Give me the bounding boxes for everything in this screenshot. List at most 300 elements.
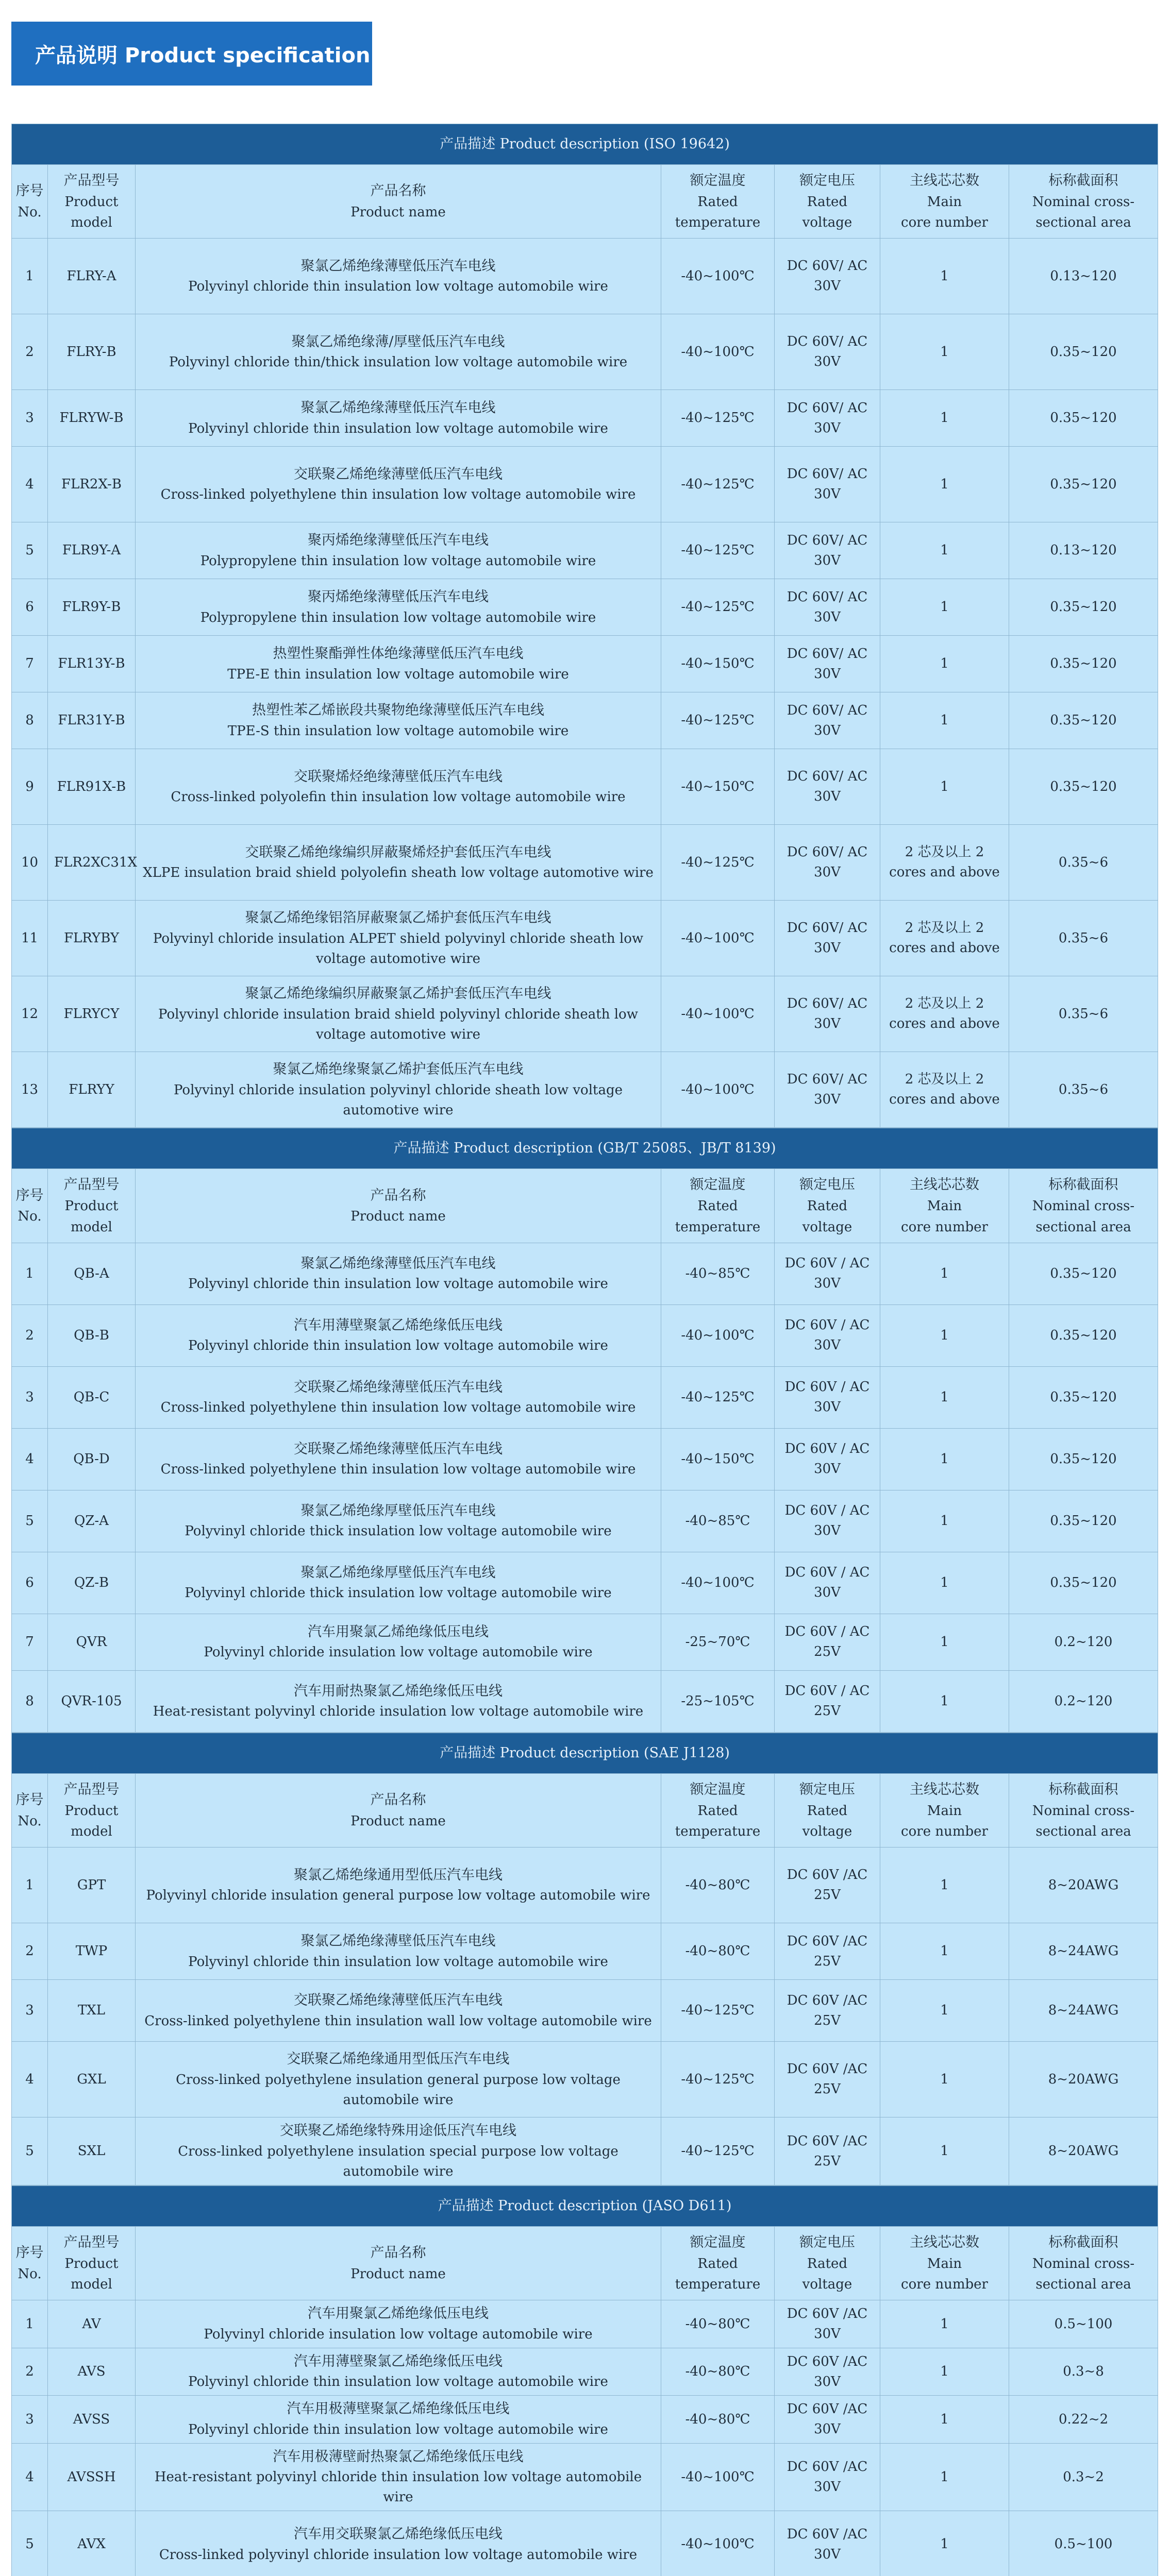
cell-model: QB-A [48, 1243, 136, 1304]
product-name-en: XLPE insulation braid shield polyolefin sheath low voltage automotive wire [143, 865, 654, 881]
cell-model: FLRYW-B [48, 390, 136, 447]
cell-product-name [136, 1304, 661, 1366]
cell-product-name [136, 1614, 661, 1670]
cell-temperature: -40~100℃ [661, 1304, 775, 1366]
cell-temperature: -40~85℃ [661, 1243, 775, 1304]
cell-product-name [136, 2443, 661, 2511]
product-name-en: Polyvinyl chloride thin/thick insulation low voltage automobile wire [169, 354, 628, 370]
cell-voltage: DC 60V/ AC 30V [775, 447, 880, 522]
cell-product-name [136, 2396, 661, 2444]
cell-model: QVR-105 [48, 1670, 136, 1732]
table-row [12, 1980, 1158, 2042]
cell-temperature: -40~125℃ [661, 390, 775, 447]
product-name-en: Cross-linked polyolefin thin insulation low voltage automobile wire [171, 789, 626, 805]
cell-no: 3 [12, 390, 48, 447]
cell-model: FLRY-B [48, 314, 136, 390]
cell-core-number: 1 [880, 749, 1009, 825]
product-name-zh: 热塑性苯乙烯嵌段共聚物绝缘薄壁低压汽车电线 [252, 702, 544, 719]
cell-voltage: DC 60V/ AC 30V [775, 692, 880, 749]
table-row [12, 1428, 1158, 1490]
cell-area: 0.35~6 [1009, 976, 1158, 1052]
product-name-zh: 热塑性聚酯弹性体绝缘薄壁低压汽车电线 [273, 646, 524, 662]
col-model: 产品型号 Product model [48, 165, 136, 239]
cell-area: 0.13~120 [1009, 522, 1158, 579]
product-name-zh: 交联聚乙烯绝缘通用型低压汽车电线 [287, 2051, 510, 2067]
table-row [12, 2396, 1158, 2444]
product-name-zh: 聚氯乙烯绝缘薄/厚壁低压汽车电线 [291, 333, 505, 350]
cell-model: AVX [48, 2511, 136, 2576]
section-title-row [12, 1128, 1158, 1169]
cell-temperature: -25~70℃ [661, 1614, 775, 1670]
cell-product-name [136, 749, 661, 825]
product-name-zh: 交联聚乙烯绝缘薄壁低压汽车电线 [294, 1379, 503, 1395]
cell-area: 0.3~8 [1009, 2348, 1158, 2396]
section-title-row [12, 1733, 1158, 1773]
cell-voltage: DC 60V / AC 30V [775, 1428, 880, 1490]
cell-product-name [136, 390, 661, 447]
product-name-en: Polyvinyl chloride insulation ALPET shield polyvinyl chloride sheath low voltage automotive wire [153, 930, 644, 967]
cell-voltage: DC 60V / AC 25V [775, 1670, 880, 1732]
cell-product-name [136, 1552, 661, 1614]
section-title: 产品描述 Product description (ISO 19642) [12, 124, 1158, 165]
cell-core-number: 1 [880, 636, 1009, 692]
table-row [12, 2042, 1158, 2117]
spec-table-4 [11, 2185, 1158, 2576]
cell-product-name [136, 2511, 661, 2576]
cell-core-number: 2 芯及以上 2 cores and above [880, 1052, 1009, 1128]
cell-model: GXL [48, 2042, 136, 2117]
cell-area: 0.2~120 [1009, 1670, 1158, 1732]
table-row [12, 2117, 1158, 2185]
cell-product-name [136, 2042, 661, 2117]
product-name-zh: 交联聚乙烯绝缘薄壁低压汽车电线 [294, 466, 503, 482]
cell-core-number: 2 芯及以上 2 cores and above [880, 825, 1009, 901]
cell-voltage: DC 60V/ AC 30V [775, 901, 880, 976]
product-name-en: Polyvinyl chloride thick insulation low voltage automobile wire [185, 1523, 612, 1539]
product-name-zh: 交联聚乙烯绝缘特殊用途低压汽车电线 [280, 2123, 516, 2139]
cell-model: QB-C [48, 1366, 136, 1428]
col-area: 标称截面积 Nominal cross- sectional area [1009, 2226, 1158, 2300]
cell-voltage: DC 60V /AC 25V [775, 1980, 880, 2042]
cell-area: 0.5~100 [1009, 2300, 1158, 2348]
table-row [12, 1366, 1158, 1428]
table-row [12, 2300, 1158, 2348]
product-name-en: Polyvinyl chloride insulation low voltage automobile wire [204, 1645, 593, 1660]
cell-product-name [136, 1490, 661, 1552]
cell-temperature: -40~85℃ [661, 1490, 775, 1552]
cell-core-number: 1 [880, 1670, 1009, 1732]
cell-model: FLRYBY [48, 901, 136, 976]
col-no: 序号 No. [12, 165, 48, 239]
cell-no: 12 [12, 976, 48, 1052]
product-name-en: Polyvinyl chloride insulation braid shield polyvinyl chloride sheath low voltage automotive wire [158, 1006, 638, 1042]
col-area: 标称截面积 Nominal cross- sectional area [1009, 165, 1158, 239]
table-header-row [12, 2226, 1158, 2300]
cell-model: TWP [48, 1923, 136, 1980]
cell-temperature: -40~125℃ [661, 2117, 775, 2185]
cell-core-number: 2 芯及以上 2 cores and above [880, 901, 1009, 976]
cell-voltage: DC 60V /AC 25V [775, 2042, 880, 2117]
cell-voltage: DC 60V /AC 30V [775, 2511, 880, 2576]
cell-no: 4 [12, 447, 48, 522]
cell-model: FLR91X-B [48, 749, 136, 825]
cell-voltage: DC 60V / AC 30V [775, 1366, 880, 1428]
table-row [12, 1304, 1158, 1366]
cell-no: 8 [12, 1670, 48, 1732]
table-row [12, 314, 1158, 390]
cell-voltage: DC 60V /AC 30V [775, 2396, 880, 2444]
table-row [12, 636, 1158, 692]
cell-area: 0.35~120 [1009, 1428, 1158, 1490]
cell-temperature: -40~150℃ [661, 1428, 775, 1490]
table-row [12, 825, 1158, 901]
cell-voltage: DC 60V / AC 30V [775, 1490, 880, 1552]
cell-no: 4 [12, 2443, 48, 2511]
cell-area: 0.35~6 [1009, 1052, 1158, 1128]
col-name: 产品名称 Product name [136, 1169, 661, 1243]
cell-temperature: -40~80℃ [661, 2396, 775, 2444]
cell-voltage: DC 60V / AC 30V [775, 1552, 880, 1614]
cell-temperature: -40~100℃ [661, 239, 775, 314]
cell-area: 0.35~120 [1009, 1304, 1158, 1366]
cell-no: 11 [12, 901, 48, 976]
spec-table-2 [11, 1128, 1158, 1732]
cell-voltage: DC 60V/ AC 30V [775, 825, 880, 901]
cell-temperature: -40~125℃ [661, 579, 775, 636]
col-name: 产品名称 Product name [136, 1773, 661, 1847]
product-name-zh: 聚氯乙烯绝缘薄壁低压汽车电线 [300, 258, 496, 274]
col-model: 产品型号 Product model [48, 1169, 136, 1243]
cell-temperature: -40~125℃ [661, 1366, 775, 1428]
cell-area: 8~20AWG [1009, 1848, 1158, 1923]
section-title: 产品描述 Product description (GB/T 25085、JB/T 8139) [12, 1128, 1158, 1169]
cell-voltage: DC 60V/ AC 30V [775, 579, 880, 636]
cell-model: QVR [48, 1614, 136, 1670]
col-area: 标称截面积 Nominal cross- sectional area [1009, 1773, 1158, 1847]
cell-no: 7 [12, 636, 48, 692]
product-name-en: Cross-linked polyethylene thin insulation low voltage automobile wire [160, 1400, 636, 1416]
cell-core-number: 1 [880, 1366, 1009, 1428]
cell-core-number: 1 [880, 2117, 1009, 2185]
cell-product-name [136, 579, 661, 636]
cell-product-name [136, 692, 661, 749]
product-name-zh: 交联聚烯烃绝缘薄壁低压汽车电线 [294, 768, 503, 785]
product-name-en: Cross-linked polyethylene insulation general purpose low voltage automobile wire [176, 2072, 621, 2108]
cell-area: 0.35~120 [1009, 1490, 1158, 1552]
col-model: 产品型号 Product model [48, 1773, 136, 1847]
product-name-zh: 聚丙烯绝缘薄壁低压汽车电线 [308, 589, 489, 605]
col-voltage: 额定电压 Rated voltage [775, 1169, 880, 1243]
cell-core-number: 1 [880, 2443, 1009, 2511]
table-row [12, 749, 1158, 825]
spec-table-3 [11, 1733, 1158, 2185]
product-name-zh: 聚氯乙烯绝缘厚壁低压汽车电线 [300, 1502, 496, 1519]
cell-core-number: 1 [880, 1614, 1009, 1670]
product-name-en: Polyvinyl chloride thin insulation low voltage automobile wire [188, 1276, 608, 1292]
product-name-zh: 交联聚乙烯绝缘编织屏蔽聚烯烃护套低压汽车电线 [245, 844, 551, 860]
cell-voltage: DC 60V / AC 25V [775, 1614, 880, 1670]
cell-no: 2 [12, 314, 48, 390]
cell-temperature: -40~125℃ [661, 1980, 775, 2042]
cell-model: TXL [48, 1980, 136, 2042]
cell-core-number: 2 芯及以上 2 cores and above [880, 976, 1009, 1052]
cell-voltage: DC 60V/ AC 30V [775, 749, 880, 825]
cell-product-name [136, 447, 661, 522]
product-name-en: Polyvinyl chloride thin insulation low voltage automobile wire [188, 2374, 608, 2390]
product-name-zh: 聚氯乙烯绝缘薄壁低压汽车电线 [300, 1255, 496, 1272]
cell-core-number: 1 [880, 1428, 1009, 1490]
cell-core-number: 1 [880, 314, 1009, 390]
table-row [12, 1670, 1158, 1732]
cell-product-name [136, 1052, 661, 1128]
cell-no: 1 [12, 1243, 48, 1304]
cell-no: 6 [12, 1552, 48, 1614]
product-name-en: Heat-resistant polyvinyl chloride thin insulation low voltage automobile wire [154, 2469, 642, 2505]
product-name-en: Polypropylene thin insulation low voltage automobile wire [200, 609, 596, 625]
cell-no: 10 [12, 825, 48, 901]
cell-voltage: DC 60V/ AC 30V [775, 522, 880, 579]
cell-no: 3 [12, 1980, 48, 2042]
cell-model: GPT [48, 1848, 136, 1923]
cell-no: 1 [12, 239, 48, 314]
table-row [12, 390, 1158, 447]
col-temperature: 额定温度 Rated temperature [661, 1169, 775, 1243]
table-row [12, 2348, 1158, 2396]
cell-product-name [136, 636, 661, 692]
col-area: 标称截面积 Nominal cross- sectional area [1009, 1169, 1158, 1243]
cell-temperature: -40~100℃ [661, 1552, 775, 1614]
cell-voltage: DC 60V/ AC 30V [775, 976, 880, 1052]
cell-temperature: -40~125℃ [661, 2042, 775, 2117]
cell-area: 0.3~2 [1009, 2443, 1158, 2511]
table-row [12, 1614, 1158, 1670]
product-name-en: Polyvinyl chloride insulation general purpose low voltage automobile wire [146, 1888, 650, 1904]
cell-product-name [136, 2348, 661, 2396]
col-no: 序号 No. [12, 2226, 48, 2300]
cell-model: FLRYY [48, 1052, 136, 1128]
cell-no: 7 [12, 1614, 48, 1670]
cell-voltage: DC 60V/ AC 30V [775, 1052, 880, 1128]
cell-no: 2 [12, 1923, 48, 1980]
cell-temperature: -40~80℃ [661, 2300, 775, 2348]
product-name-en: Polypropylene thin insulation low voltage automobile wire [200, 553, 596, 569]
cell-core-number: 1 [880, 1304, 1009, 1366]
cell-area: 0.35~120 [1009, 579, 1158, 636]
cell-core-number: 1 [880, 2511, 1009, 2576]
cell-area: 8~20AWG [1009, 2117, 1158, 2185]
product-name-zh: 汽车用交联聚氯乙烯绝缘低压电线 [294, 2526, 503, 2542]
cell-model: QZ-B [48, 1552, 136, 1614]
cell-temperature: -25~105℃ [661, 1670, 775, 1732]
product-name-en: Heat-resistant polyvinyl chloride insulation low voltage automobile wire [153, 1704, 644, 1720]
cell-model: FLR9Y-A [48, 522, 136, 579]
cell-area: 0.35~6 [1009, 901, 1158, 976]
cell-no: 1 [12, 2300, 48, 2348]
section-title: 产品描述 Product description (JASO D611) [12, 2185, 1158, 2226]
cell-core-number: 1 [880, 1490, 1009, 1552]
cell-core-number: 1 [880, 447, 1009, 522]
cell-model: FLR31Y-B [48, 692, 136, 749]
col-core: 主线芯芯数 Main core number [880, 1169, 1009, 1243]
cell-no: 8 [12, 692, 48, 749]
cell-core-number: 1 [880, 1923, 1009, 1980]
cell-area: 0.35~120 [1009, 1366, 1158, 1428]
cell-model: QZ-A [48, 1490, 136, 1552]
table-row [12, 1243, 1158, 1304]
section-title-row [12, 2185, 1158, 2226]
cell-no: 5 [12, 2117, 48, 2185]
cell-core-number: 1 [880, 2042, 1009, 2117]
cell-voltage: DC 60V/ AC 30V [775, 239, 880, 314]
cell-area: 0.22~2 [1009, 2396, 1158, 2444]
cell-core-number: 1 [880, 2396, 1009, 2444]
cell-area: 0.35~120 [1009, 390, 1158, 447]
cell-temperature: -40~125℃ [661, 825, 775, 901]
cell-core-number: 1 [880, 390, 1009, 447]
cell-area: 0.2~120 [1009, 1614, 1158, 1670]
cell-core-number: 1 [880, 2348, 1009, 2396]
cell-voltage: DC 60V/ AC 30V [775, 390, 880, 447]
cell-model: AV [48, 2300, 136, 2348]
spec-sections [11, 124, 1158, 2576]
table-row [12, 2443, 1158, 2511]
table-row [12, 1923, 1158, 1980]
table-header-row [12, 1773, 1158, 1847]
cell-product-name [136, 1848, 661, 1923]
cell-voltage: DC 60V /AC 25V [775, 2117, 880, 2185]
cell-core-number: 1 [880, 579, 1009, 636]
product-name-zh: 聚氯乙烯绝缘厚壁低压汽车电线 [300, 1564, 496, 1581]
cell-no: 1 [12, 1848, 48, 1923]
cell-temperature: -40~80℃ [661, 2348, 775, 2396]
cell-voltage: DC 60V / AC 30V [775, 1243, 880, 1304]
cell-no: 13 [12, 1052, 48, 1128]
cell-model: FLRY-A [48, 239, 136, 314]
cell-area: 0.35~120 [1009, 1243, 1158, 1304]
col-core: 主线芯芯数 Main core number [880, 1773, 1009, 1847]
cell-area: 0.35~120 [1009, 692, 1158, 749]
product-name-zh: 聚氯乙烯绝缘铝箔屏蔽聚氯乙烯护套低压汽车电线 [245, 910, 551, 926]
table-header-row [12, 165, 1158, 239]
cell-temperature: -40~125℃ [661, 692, 775, 749]
cell-area: 0.13~120 [1009, 239, 1158, 314]
cell-area: 0.35~120 [1009, 447, 1158, 522]
cell-model: QB-D [48, 1428, 136, 1490]
cell-area: 8~20AWG [1009, 2042, 1158, 2117]
table-row [12, 522, 1158, 579]
product-name-zh: 聚丙烯绝缘薄壁低压汽车电线 [308, 532, 489, 549]
col-voltage: 额定电压 Rated voltage [775, 2226, 880, 2300]
product-name-zh: 汽车用聚氯乙烯绝缘低压电线 [308, 1623, 489, 1640]
cell-no: 5 [12, 2511, 48, 2576]
product-name-en: Polyvinyl chloride thin insulation low voltage automobile wire [188, 2421, 608, 2437]
product-name-en: Cross-linked polyvinyl chloride insulation low voltage automobile wire [159, 2547, 638, 2563]
product-name-zh: 汽车用薄壁聚氯乙烯绝缘低压电线 [294, 1317, 503, 1333]
cell-voltage: DC 60V /AC 25V [775, 1848, 880, 1923]
table-header-row [12, 1169, 1158, 1243]
cell-product-name [136, 976, 661, 1052]
cell-temperature: -40~100℃ [661, 314, 775, 390]
table-row [12, 1490, 1158, 1552]
product-name-en: Polyvinyl chloride thin insulation low voltage automobile wire [188, 279, 608, 295]
col-voltage: 额定电压 Rated voltage [775, 1773, 880, 1847]
product-name-en: Polyvinyl chloride thin insulation low voltage automobile wire [188, 1954, 608, 1970]
col-name: 产品名称 Product name [136, 2226, 661, 2300]
cell-model: FLRYCY [48, 976, 136, 1052]
cell-no: 2 [12, 2348, 48, 2396]
product-name-zh: 汽车用聚氯乙烯绝缘低压电线 [308, 2306, 489, 2322]
cell-temperature: -40~100℃ [661, 2511, 775, 2576]
table-row [12, 901, 1158, 976]
cell-no: 9 [12, 749, 48, 825]
product-name-en: Polyvinyl chloride thick insulation low voltage automobile wire [185, 1585, 612, 1601]
cell-product-name [136, 825, 661, 901]
product-name-zh: 汽车用极薄壁耐热聚氯乙烯绝缘低压电线 [273, 2448, 524, 2465]
col-no: 序号 No. [12, 1773, 48, 1847]
cell-voltage: DC 60V /AC 25V [775, 1923, 880, 1980]
cell-model: FLR9Y-B [48, 579, 136, 636]
cell-no: 3 [12, 1366, 48, 1428]
product-name-en: TPE-E thin insulation low voltage automobile wire [227, 666, 569, 682]
cell-core-number: 1 [880, 692, 1009, 749]
cell-temperature: -40~80℃ [661, 1923, 775, 1980]
cell-product-name [136, 1428, 661, 1490]
cell-product-name [136, 314, 661, 390]
cell-temperature: -40~150℃ [661, 636, 775, 692]
cell-model: AVS [48, 2348, 136, 2396]
product-name-en: Cross-linked polyethylene thin insulation wall low voltage automobile wire [144, 2013, 652, 2029]
cell-area: 8~24AWG [1009, 1923, 1158, 1980]
cell-temperature: -40~100℃ [661, 1052, 775, 1128]
cell-product-name [136, 1980, 661, 2042]
cell-product-name [136, 1923, 661, 1980]
cell-voltage: DC 60V /AC 30V [775, 2443, 880, 2511]
spec-table-1 [11, 124, 1158, 1128]
table-row [12, 976, 1158, 1052]
table-row [12, 1848, 1158, 1923]
table-row [12, 239, 1158, 314]
cell-model: QB-B [48, 1304, 136, 1366]
table-row [12, 579, 1158, 636]
col-core: 主线芯芯数 Main core number [880, 165, 1009, 239]
cell-product-name [136, 1670, 661, 1732]
cell-product-name [136, 2300, 661, 2348]
table-row [12, 447, 1158, 522]
product-name-zh: 聚氯乙烯绝缘薄壁低压汽车电线 [300, 1933, 496, 1950]
product-name-zh: 汽车用极薄壁聚氯乙烯绝缘低压电线 [287, 2401, 510, 2417]
cell-core-number: 1 [880, 2300, 1009, 2348]
cell-temperature: -40~100℃ [661, 2443, 775, 2511]
cell-area: 0.35~120 [1009, 314, 1158, 390]
table-row [12, 1052, 1158, 1128]
col-core: 主线芯芯数 Main core number [880, 2226, 1009, 2300]
product-name-zh: 聚氯乙烯绝缘聚氯乙烯护套低压汽车电线 [273, 1061, 524, 1078]
cell-temperature: -40~100℃ [661, 976, 775, 1052]
cell-product-name [136, 1243, 661, 1304]
cell-temperature: -40~125℃ [661, 522, 775, 579]
cell-temperature: -40~125℃ [661, 447, 775, 522]
cell-voltage: DC 60V / AC 30V [775, 1304, 880, 1366]
cell-temperature: -40~150℃ [661, 749, 775, 825]
product-name-zh: 聚氯乙烯绝缘通用型低压汽车电线 [294, 1867, 503, 1883]
table-row [12, 1552, 1158, 1614]
cell-area: 0.35~6 [1009, 825, 1158, 901]
cell-core-number: 1 [880, 522, 1009, 579]
product-name-en: Polyvinyl chloride thin insulation low voltage automobile wire [188, 1338, 608, 1354]
product-name-zh: 聚氯乙烯绝缘编织屏蔽聚氯乙烯护套低压汽车电线 [245, 986, 551, 1002]
cell-product-name [136, 239, 661, 314]
cell-model: AVSSH [48, 2443, 136, 2511]
